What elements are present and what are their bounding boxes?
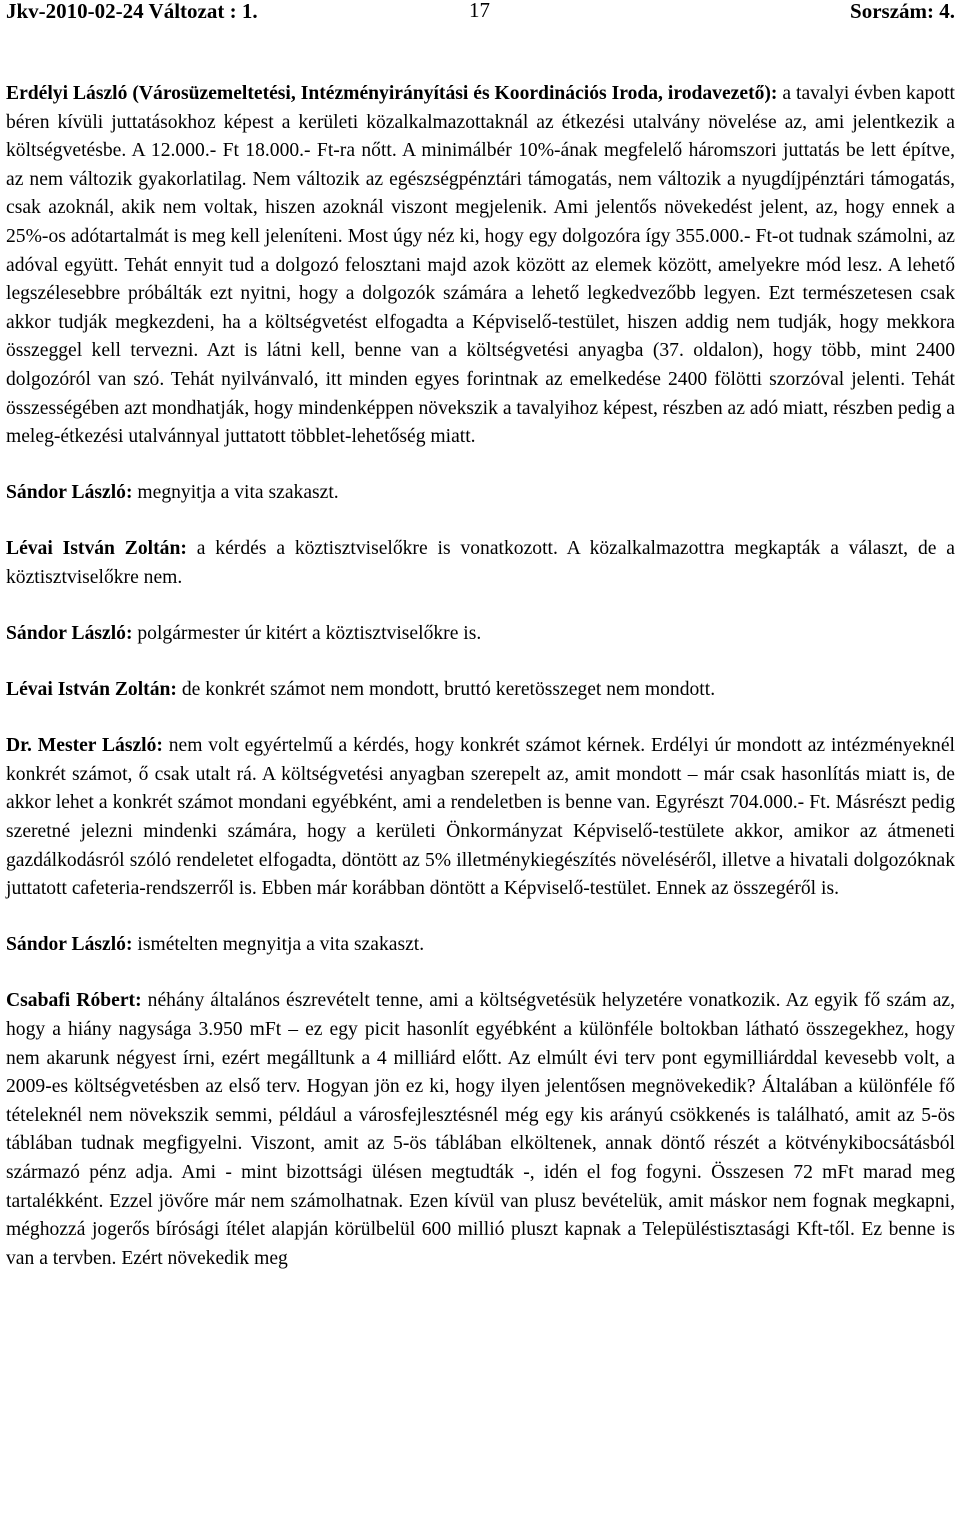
paragraph [6, 931, 955, 960]
speaker-name: Erdélyi László (Városüzemeltetési, Intézményirányítási és Koordinációs Iroda, irodavezető): [6, 83, 778, 104]
paragraph-text: néhány általános észrevételt tenne, ami a költségvetésük helyzetére vonatkozik. Az egyik fő szám az, hogy a hiány nagysága 3.950 mFt – ez egy picit hasonlít egyébként a különféle boltokban látható összegekhez, hogy nem akarunk négyest írni, ezért megálltunk a 4 milliárd előtt. Az elmúlt évi terv pont egymilliárddal kevesebb volt, a 2009-es költségvetésben az első terv. Hogyan jön ez ki, hogy ilyen jelentősen megnövekedik? Általában a különféle fő tételeknél nem növekszik semmi, például a városfejlesztésnél még egy kis arányú csökkenés is található, amit az 5-ös táblában tudnak megfigyelni. Viszont, amit az 5-ös táblában elköltenek, annak döntő részét a kötvénykibocsátásból származó pénz adja. Ami - mint bizottsági ülésen megtudták -, idén el fog fogyni. Összesen 72 mFt marad meg tartalékként. Ezzel jövőre már nem számolhatnak. Ezen kívül van plusz bevételük, amit máskor nem fognak megkapni, méghozzá jogerős bírósági ítélet alapján körülbelül 600 millió pluszt kapnak a Településtisztasági Kft-től. Ez benne is van a tervben. Ezért növekedik meg [6, 990, 955, 1269]
speaker-name: Sándor László: [6, 934, 133, 956]
paragraph-text: ismételten megnyitja a vita szakaszt. [132, 934, 425, 956]
speaker-name: Dr. Mester László: [6, 735, 163, 757]
speaker-name: Lévai István Zoltán: [6, 538, 187, 560]
paragraph-text: de konkrét számot nem mondott, bruttó keretösszeget nem mondott. [176, 679, 716, 701]
paragraph [6, 987, 955, 1273]
paragraph [6, 535, 955, 592]
header-serial-number: Sorszám: 4. [850, 0, 955, 23]
paragraph [6, 80, 955, 452]
speaker-name: Lévai István Zoltán: [6, 679, 177, 701]
paragraph [6, 676, 955, 705]
speaker-name: Sándor László: [6, 623, 133, 644]
paragraph-text: a tavalyi évben kapott béren kívüli juttatásokhoz képest a kerületi közalkalmazottaknál az étkezési utalvány növelése az, ami jelentkezik a költségvetésbe. A 12.000.- Ft 18.000.- Ft-ra nőtt. A minimálbér 10%-ának megfelelő háromszori juttatás be lett építve, az nem változik gyakorlatilag. Nem változik az egészségpénztári támogatás, nem változik a nyugdíjpénztári támogatás, csak azoknál, akik nem voltak, hiszen azoknál viszont megjelenik. Ami jelentős növekedést jelent, az, hogy ennek a 25%-os adótartalmát is meg kell jeleníteni. Most úgy néz ki, hogy egy dolgozóra így 355.000.- Ft-ot tudnak számolni, az adóval együtt. Tehát ennyit tud a dolgozó felosztani majd azok között az elemek között, amelyekre mód lesz. A lehető legszélesebbre próbálták ezt nyitni, hogy a dolgozók számára a lehető legkedvezőbb legyen. Ezt természetesen csak akkor tudják megkezdeni, ha a költségvetést elfogadta a Képviselő-testület, hiszen addig nem tudják, hogy mekkora összeggel kell tervezni. Azt is látni kell, benne van a költségvetési anyagba (37. oldalon), hogy több, mint 2400 dolgozóról van szó. Tehát nyilvánvaló, itt minden egyes forintnak az emelkedése 2400 fölötti szorzóval jelenti. Tehát összességében azt mondhatják, hogy mindenképpen növekszik a tavalyihoz képest, részben az adó miatt, részben pedig a meleg-étkezési utalvánnyal juttatott többlet-lehetőség miatt. [6, 83, 956, 448]
header-document-id: Jkv-2010-02-24 Változat : 1. [6, 0, 258, 23]
paragraph-text: megnyitja a vita szakaszt. [132, 482, 339, 504]
speaker-name: Csabafi Róbert: [6, 990, 142, 1012]
paragraph-text: nem volt egyértelmű a kérdés, hogy konkrét számot kérnek. Erdélyi úr mondott az intézményeknél konkrét számot, ő csak utalt rá. A költségvetési anyagban szerepelt az, amit mondott – már csak hasonlítás miatt is, de akkor lehet a konkrét számot mondani egyébként, ami a rendeletben is benne van. Egyrészt 704.000.- Ft. Másrészt pedig szeretné jelezni mindenki számára, hogy a kerületi Önkormányzat Képviselő-testülete akkor, amikor az átmeneti gazdálkodásról szóló rendeletet elfogadta, döntött az 5% illetménykiegészítés növeléséről, illetve a hivatali dolgozóknak juttatott cafeteria-rendszerről is. Ebben már korábban döntött a Képviselő-testület. Ennek az összegéről is. [6, 735, 955, 900]
page-header [6, 0, 955, 23]
header-page-number: 17 [469, 0, 490, 22]
speaker-name: Sándor László: [6, 482, 133, 504]
paragraph [6, 620, 955, 649]
paragraph-text: polgármester úr kitért a köztisztviselőkre is. [132, 623, 482, 644]
paragraph-text: a kérdés a köztisztviselőkre is vonatkozott. A közalkalmazottra megkapták a választ, de a köztisztviselőkre nem. [6, 538, 955, 588]
paragraph [6, 479, 955, 508]
paragraph [6, 732, 955, 904]
